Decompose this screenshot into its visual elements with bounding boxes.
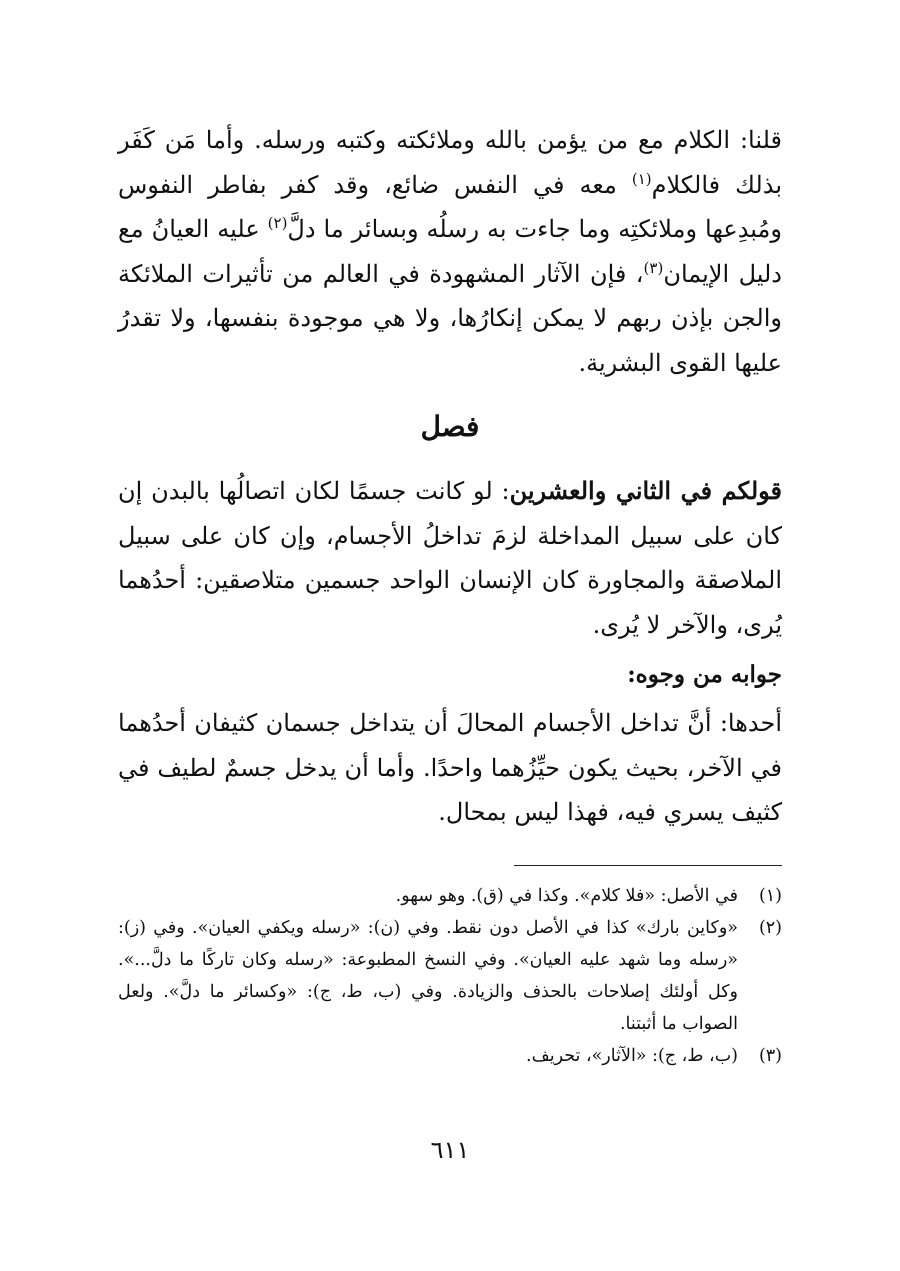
page-number: ٦١١ — [430, 1136, 470, 1164]
paragraph-1 — [118, 118, 782, 385]
paragraph-1-text-b: معه في النفس ضائع، وقد كفر بفاطر النفوس ومُبدِعها وملائكتِه وما جاءت به رسلُه وبسائر ما دلَّ — [118, 170, 782, 243]
section-title: فصل — [420, 410, 480, 443]
footnote-2 — [118, 912, 782, 1040]
footnote-number: (٣) — [758, 1045, 782, 1066]
paragraph-2-text: : لو كانت جسمًا لكان اتصالُها بالبدن إن كان على سبيل المداخلة لزمَ تداخلُ الأجسام، وإن كان على سبيل الملاصقة والمجاورة كان الإنسان الواحد جسمين متلاصقين: أحدُهما يُرى، والآخر لا يُرى. — [118, 477, 782, 639]
paragraph-3: أحدها: أنَّ تداخل الأجسام المحالَ أن يتداخل جسمان كثيفان أحدُهما في الآخر، بحيث يكون حيِّزُهما واحدًا. وأما أن يدخل جسمٌ لطيف في كثيف يسري فيه، فهذا ليس بمحال. — [118, 709, 782, 826]
paragraph-2 — [118, 469, 782, 647]
paragraph-1-text-a: قلنا: الكلام مع من يؤمن بالله وملائكته وكتبه ورسله. وأما مَن كَفَر بذلك فالكلام — [118, 126, 782, 199]
paragraph-1-text-c: عليه العيانُ مع دليل الإيمان — [118, 215, 782, 288]
footnote-text: في الأصل: «فلا كلام». وكذا في (ق). وهو سهو. — [395, 885, 738, 906]
footnote-text: «وكاين بارك» كذا في الأصل دون نقط. وفي (ن): «رسله ويكفي العيان». وفي (ز): «رسله وما شهد عليه العيان». وفي النسخ المطبوعة: «رسله وكان تاركًا ما دلَّ...». وكل أولئك إصلاحات بالحذف والزيادة. وفي (ب، ط، ج): «وكسائر ما دلَّ». ولعل الصواب ما أثبتنا. — [118, 917, 738, 1034]
footnote-3 — [118, 1040, 782, 1072]
paragraph-1-text-d: ، فإن الآثار المشهودة في العالم من تأثيرات الملائكة والجن بإذن ربهم لا يمكن إنكارُها، ولا هي موجودة بنفسها، ولا تقدرُ عليها القوى البشرية. — [118, 259, 782, 377]
footnote-ref-2[interactable]: (٢) — [267, 214, 288, 232]
footnote-ref-1[interactable]: (١) — [631, 169, 652, 188]
footnote-number: (١) — [758, 885, 782, 906]
answer-subheading: جوابه من وجوه: — [627, 661, 782, 688]
paragraph-2-lead: قولكم في الثاني والعشرين — [509, 476, 783, 505]
footnote-1 — [118, 880, 782, 912]
footnote-ref-3[interactable]: (٣) — [643, 258, 664, 277]
page-body — [118, 118, 782, 1072]
footnote-number: (٢) — [758, 917, 782, 938]
footnote-text: (ب، ط، ج): «الآثار»، تحريف. — [526, 1045, 738, 1066]
footnotes — [118, 880, 782, 1072]
footnote-divider — [514, 865, 782, 866]
